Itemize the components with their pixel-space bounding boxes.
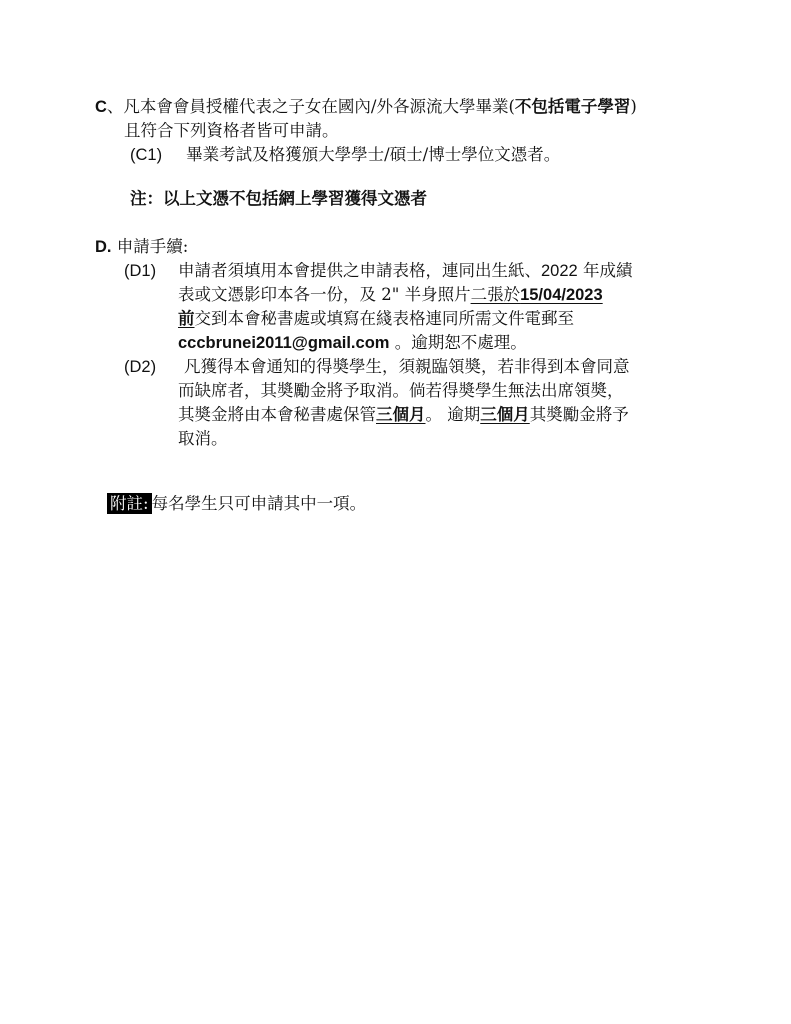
item-d2-line-1: 凡獲得本會通知的得奬學生，須親臨領奬，若非得到本會同意 bbox=[184, 357, 630, 376]
item-d1-year: 2022 bbox=[541, 262, 578, 280]
section-d-marker: D. bbox=[95, 238, 112, 256]
section-d-title: 申請手續: bbox=[116, 237, 189, 256]
section-c-text: 、凡本會會員授權代表之子女在國內/外各源流大學畢業( bbox=[106, 97, 515, 116]
item-d2-line-2: 而缺席者，其奬勵金將予取消。倘若得奬學生無法出席領奬， bbox=[178, 381, 624, 400]
item-d1-line-3 bbox=[178, 308, 574, 330]
section-c-line-2: 且符合下列資格者皆可申請。 bbox=[124, 121, 339, 140]
section-d-heading bbox=[95, 236, 188, 258]
item-d2-line-3 bbox=[178, 404, 629, 426]
contact-email: cccbrunei2011@gmail.com bbox=[178, 334, 390, 352]
item-d2-label: (D2) bbox=[124, 358, 157, 376]
item-d1-underlined: 二張於 bbox=[470, 285, 521, 304]
deadline-date: 15/04/2023 bbox=[520, 286, 603, 304]
item-d1-line-2 bbox=[178, 284, 603, 306]
item-d2-line3-text: 其奬金將由本會秘書處保管 bbox=[178, 405, 376, 424]
item-d1-text: 申請者須填用本會提供之申請表格，連同出生紙、 bbox=[178, 261, 541, 280]
section-c-bold-text: 不包括電子學習 bbox=[514, 97, 631, 116]
section-c-marker: C bbox=[95, 98, 107, 116]
three-months-2: 三個月 bbox=[480, 405, 530, 424]
three-months-1: 三個月 bbox=[376, 405, 426, 424]
item-d1-line4-text: 。逾期恕不處理。 bbox=[389, 333, 527, 352]
item-d1-line2-text: 表或文憑影印本各一份，及 2" 半身照片 bbox=[178, 285, 471, 304]
item-d1-line-4 bbox=[178, 332, 527, 354]
footnote bbox=[107, 493, 366, 515]
item-d2-line-4: 取消。 bbox=[178, 429, 228, 448]
section-c-line-1 bbox=[95, 96, 637, 118]
section-c-close-paren: ) bbox=[630, 97, 637, 116]
item-c1-label: (C1) bbox=[130, 146, 163, 164]
item-d1-text-b: 年成績 bbox=[577, 261, 633, 280]
deadline-before: 前 bbox=[178, 309, 195, 328]
note-line: 注：以上文憑不包括網上學習獲得文憑者 bbox=[130, 189, 427, 208]
item-c1 bbox=[130, 144, 560, 166]
footnote-text: 每名學生只可申請其中一項。 bbox=[151, 494, 367, 513]
item-d2-line3-end: 其奬勵金將予 bbox=[529, 405, 629, 424]
footnote-label: 附註: bbox=[107, 493, 152, 514]
item-d1-line3-text: 交到本會秘書處或填寫在綫表格連同所需文件電郵至 bbox=[194, 309, 574, 328]
item-d1-line-1 bbox=[178, 260, 632, 282]
item-d1-label: (D1) bbox=[124, 262, 157, 280]
item-c1-text: 畢業考試及格獲頒大學學士/碩士/博士學位文憑者。 bbox=[186, 145, 561, 164]
item-d2-line3-mid: 。 逾期 bbox=[425, 405, 481, 424]
